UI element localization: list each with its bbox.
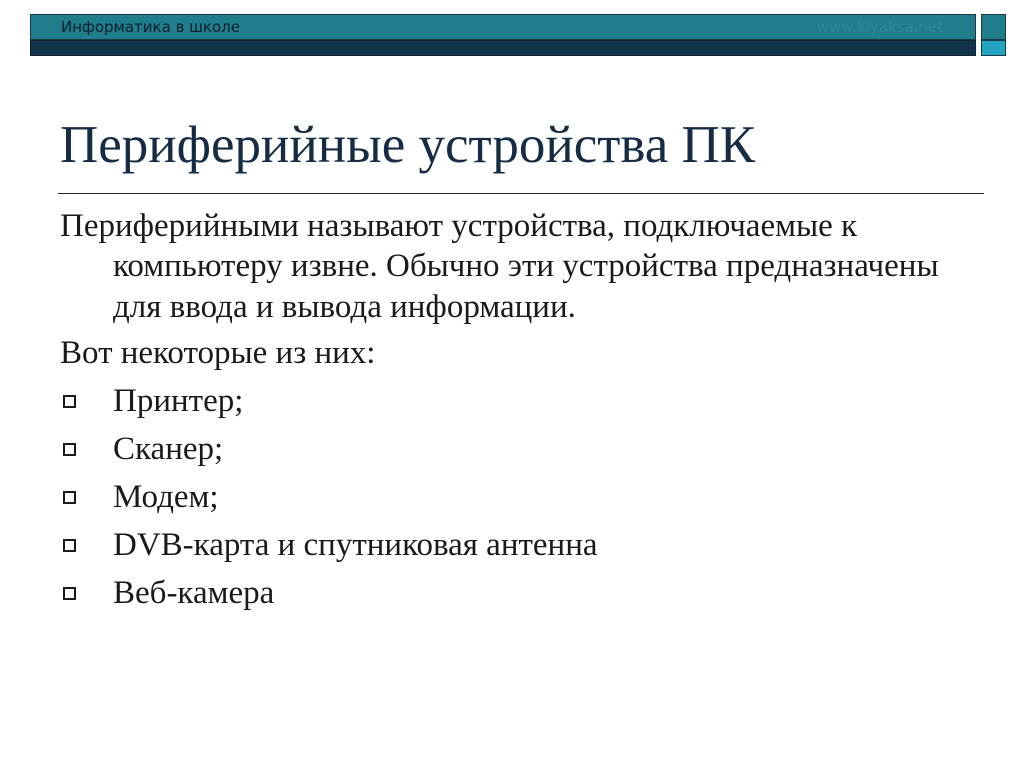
- list-item-text: Принтер;: [113, 383, 244, 419]
- slide-title: Периферийные устройства ПК: [60, 116, 756, 174]
- list-item-text: Веб-камера: [113, 575, 275, 611]
- list-item-text: Сканер;: [113, 431, 224, 467]
- device-list: [60, 377, 960, 617]
- header-bar: [30, 14, 976, 40]
- header-url[interactable]: www.klyaksa.net: [816, 18, 943, 36]
- list-item-text: DVB-карта и спутниковая антенна: [113, 527, 598, 563]
- square-bullet-icon: [63, 587, 76, 600]
- corner-square-top: [981, 14, 1006, 40]
- list-item: [60, 521, 960, 569]
- square-bullet-icon: [63, 443, 76, 456]
- intro-paragraph: Периферийными называют устройства, подключаемые к компьютеру извне. Обычно эти устройства предназначены для ввода и вывода информации.: [60, 208, 939, 325]
- corner-square-bottom: [981, 40, 1006, 56]
- list-intro: Вот некоторые из них:: [60, 334, 376, 371]
- list-item: [60, 473, 960, 521]
- square-bullet-icon: [63, 539, 76, 552]
- header-title: Информатика в школе: [61, 18, 240, 36]
- list-item: [60, 569, 960, 617]
- list-item: [60, 425, 960, 473]
- slide-body: [60, 206, 960, 617]
- title-divider: [58, 193, 984, 194]
- list-item-text: Модем;: [113, 479, 219, 515]
- header-strip: [30, 40, 976, 56]
- list-item: [60, 377, 960, 425]
- square-bullet-icon: [63, 395, 76, 408]
- square-bullet-icon: [63, 491, 76, 504]
